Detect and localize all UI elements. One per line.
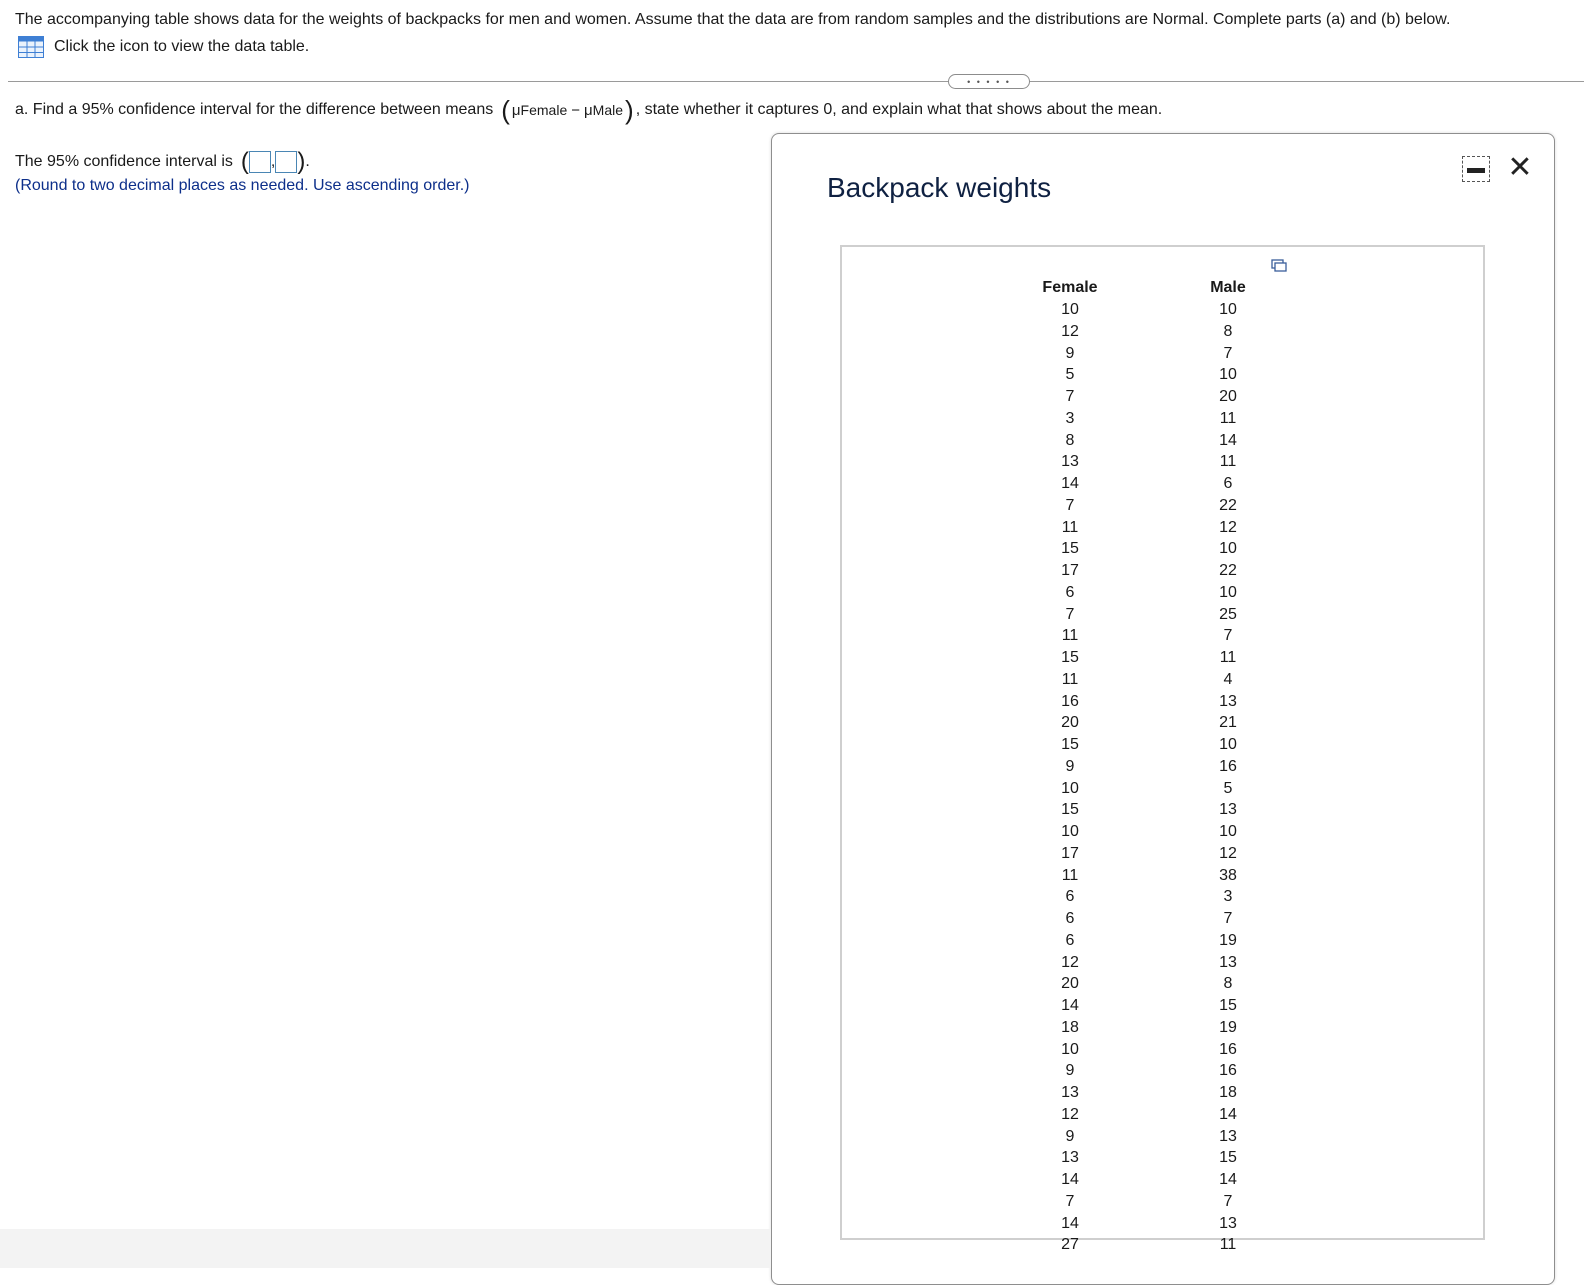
ci-period: .: [305, 153, 310, 170]
female-cell: 11: [1061, 627, 1079, 645]
male-cell: 5: [1223, 779, 1233, 797]
female-cell: 12: [1061, 953, 1079, 971]
female-cell: 6: [1065, 931, 1075, 949]
male-cell: 25: [1219, 605, 1237, 623]
female-cell: 7: [1065, 1192, 1075, 1210]
male-cell: 10: [1219, 583, 1237, 601]
male-column: [1193, 277, 1263, 1256]
male-cell: 10: [1219, 736, 1237, 753]
dialog-title: Backpack weights: [827, 172, 1052, 203]
male-cell: 11: [1219, 1236, 1237, 1254]
female-cell: 9: [1065, 344, 1075, 362]
female-cell: 13: [1061, 1149, 1079, 1167]
problem-intro: The accompanying table shows data for the weights of backpacks for men and women. Assume that the data are from random samples and the distributions are Normal. Complete parts (a) and (b) below.: [15, 11, 1451, 28]
female-cell: 7: [1065, 388, 1075, 405]
male-cell: 14: [1219, 1171, 1237, 1188]
female-cell: 15: [1061, 540, 1079, 558]
male-cell: 3: [1223, 888, 1233, 906]
divider-drag-handle[interactable]: • • • • •: [948, 74, 1030, 89]
ci-open-paren: (: [240, 148, 249, 175]
ci-comma: ,: [270, 153, 276, 170]
male-cell: 16: [1219, 1040, 1237, 1058]
view-data-table-link[interactable]: [18, 36, 309, 58]
male-cell: 19: [1219, 1018, 1237, 1036]
table-grid-icon[interactable]: [18, 36, 44, 58]
male-cell: 19: [1219, 931, 1237, 949]
male-cell: 8: [1223, 322, 1233, 340]
female-cell: 10: [1061, 823, 1079, 840]
male-cell: 16: [1219, 757, 1237, 775]
female-cell: 7: [1065, 496, 1075, 514]
pane-divider: [8, 81, 1584, 82]
data-table-dialog: [771, 133, 1555, 1285]
mu-symbol-2: μ: [584, 101, 593, 119]
male-cell: 22: [1219, 562, 1237, 579]
male-cell: 4: [1223, 670, 1233, 688]
female-cell: 13: [1061, 453, 1079, 471]
male-cell: 13: [1219, 1127, 1237, 1145]
male-cell: 14: [1219, 431, 1237, 449]
minus-sign: −: [571, 101, 580, 119]
female-cell: 17: [1061, 562, 1079, 579]
female-cell: 7: [1065, 605, 1075, 623]
female-cell: 6: [1065, 888, 1075, 906]
male-cell: 7: [1223, 910, 1233, 927]
ci-close-paren: ): [297, 148, 306, 175]
male-cell: 11: [1219, 453, 1237, 471]
open-paren: (: [501, 95, 510, 125]
ci-upper-input[interactable]: [275, 151, 297, 173]
female-cell: 9: [1065, 1062, 1075, 1080]
part-a-question: [15, 96, 1162, 124]
male-cell: 13: [1219, 801, 1237, 819]
male-cell: 20: [1219, 388, 1237, 405]
female-cell: 12: [1061, 1105, 1079, 1123]
female-cell: 15: [1061, 649, 1079, 666]
male-cell: 7: [1223, 1192, 1233, 1210]
female-cell: 16: [1061, 692, 1079, 710]
female-cell: 11: [1061, 670, 1079, 688]
male-cell: 18: [1219, 1084, 1237, 1101]
female-cell: 14: [1061, 997, 1079, 1014]
sub-male: Male: [592, 102, 624, 118]
part-a-text-after: , state whether it captures 0, and explain what that shows about the mean.: [635, 101, 1163, 118]
female-cell: 14: [1061, 475, 1079, 492]
female-cell: 20: [1061, 975, 1079, 993]
female-cell: 14: [1061, 1214, 1079, 1232]
male-cell: 16: [1219, 1062, 1237, 1080]
view-data-table-text[interactable]: Click the icon to view the data table.: [54, 38, 310, 55]
female-cell: 12: [1061, 322, 1079, 340]
close-icon[interactable]: ✕: [1507, 151, 1533, 184]
female-cell: 3: [1065, 409, 1075, 427]
female-cell: 13: [1061, 1084, 1079, 1101]
female-header: Female: [1042, 279, 1098, 296]
female-cell: 8: [1065, 431, 1075, 449]
mu-symbol: μ: [511, 101, 521, 119]
male-header: Male: [1210, 279, 1246, 296]
part-a-text-before: a. Find a 95% confidence interval for the difference between means: [15, 101, 494, 118]
male-cell: 13: [1219, 953, 1237, 971]
female-cell: 18: [1061, 1018, 1079, 1036]
ci-label: The 95% confidence interval is: [15, 153, 233, 170]
male-cell: 13: [1219, 1214, 1237, 1232]
female-column: [1035, 277, 1105, 1256]
copy-icon[interactable]: [1271, 259, 1287, 273]
female-cell: 6: [1065, 583, 1075, 601]
male-cell: 12: [1219, 518, 1237, 536]
male-cell: 21: [1219, 714, 1237, 732]
footer-bar: [0, 1229, 771, 1268]
female-cell: 9: [1065, 757, 1075, 775]
female-cell: 6: [1065, 910, 1075, 927]
confidence-interval-line: [15, 150, 310, 174]
female-cell: 10: [1061, 301, 1079, 318]
male-cell: 10: [1219, 366, 1237, 384]
male-cell: 10: [1219, 301, 1237, 318]
male-cell: 22: [1219, 496, 1237, 514]
female-cell: 27: [1061, 1236, 1079, 1254]
male-cell: 7: [1223, 344, 1233, 362]
female-cell: 10: [1061, 779, 1079, 797]
male-cell: 14: [1219, 1105, 1237, 1123]
male-cell: 7: [1223, 627, 1233, 645]
rounding-instruction: (Round to two decimal places as needed. Use ascending order.): [15, 177, 470, 194]
female-cell: 15: [1061, 736, 1079, 753]
male-cell: 8: [1223, 975, 1233, 993]
female-cell: 10: [1061, 1040, 1079, 1058]
female-cell: 20: [1061, 714, 1079, 732]
male-cell: 15: [1219, 1149, 1237, 1167]
male-cell: 10: [1219, 540, 1237, 558]
male-cell: 15: [1219, 997, 1237, 1014]
sub-female: Female: [520, 102, 568, 118]
female-cell: 14: [1061, 1171, 1079, 1188]
male-cell: 10: [1219, 823, 1237, 840]
female-cell: 17: [1061, 844, 1079, 862]
minimize-icon[interactable]: [1462, 156, 1490, 182]
male-cell: 6: [1223, 475, 1233, 492]
male-cell: 13: [1219, 692, 1237, 710]
female-cell: 11: [1061, 518, 1079, 536]
ci-lower-input[interactable]: [249, 151, 271, 173]
male-cell: 12: [1219, 844, 1237, 862]
female-cell: 11: [1061, 866, 1079, 884]
female-cell: 5: [1065, 366, 1075, 384]
male-cell: 11: [1219, 409, 1237, 427]
male-cell: 38: [1219, 866, 1237, 884]
female-cell: 9: [1065, 1127, 1075, 1145]
male-cell: 11: [1219, 649, 1237, 666]
female-cell: 15: [1061, 801, 1079, 819]
close-paren: ): [625, 95, 634, 125]
data-table: [840, 245, 1485, 1254]
